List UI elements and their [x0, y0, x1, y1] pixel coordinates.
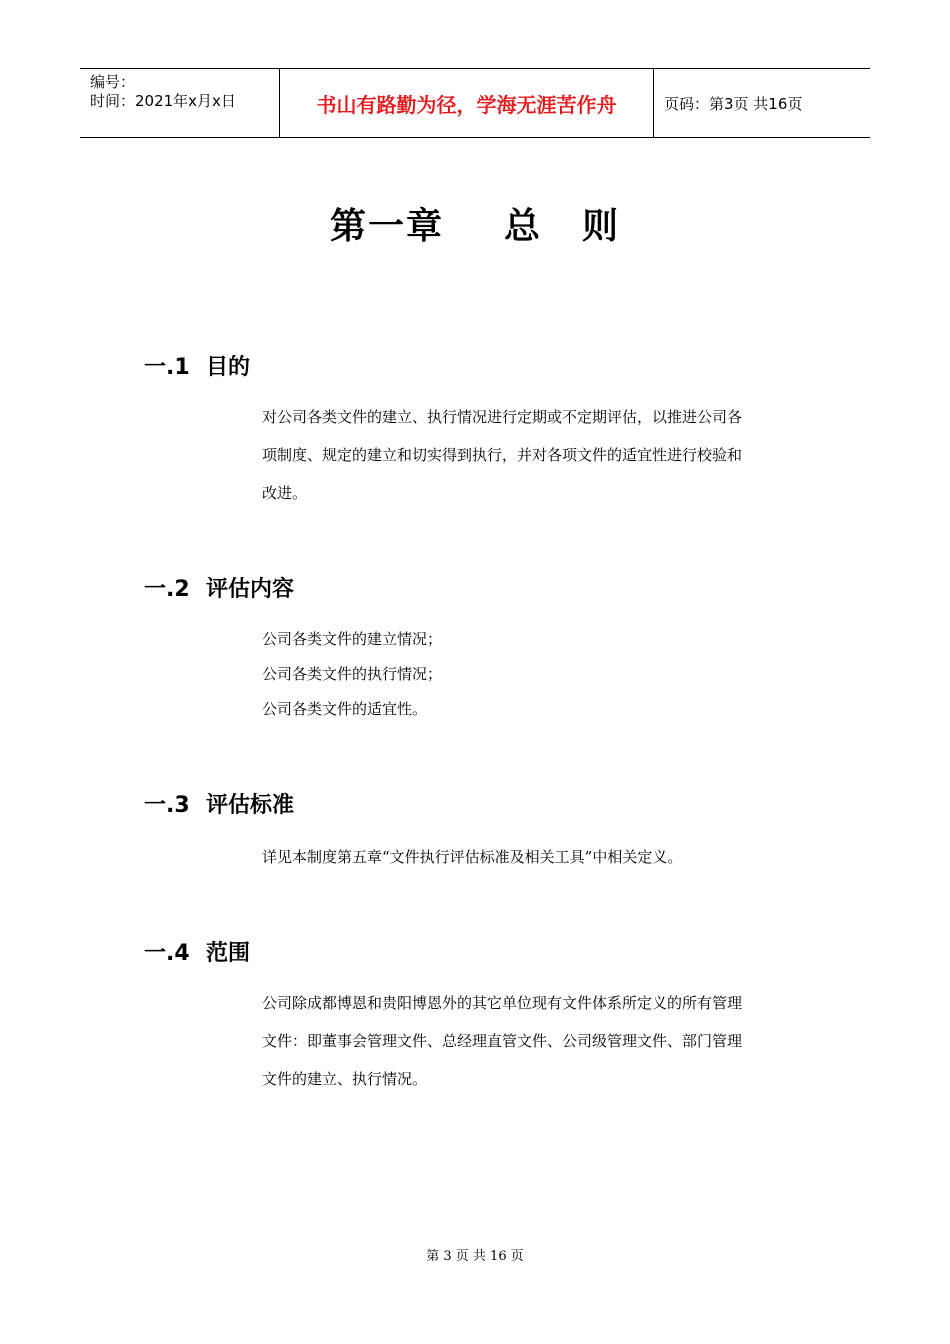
- section-heading-scope: [144, 936, 250, 967]
- header-motto: 书山有路勤为径，学海无涯苦作舟: [280, 69, 654, 137]
- page-footer: 第 3 页 共 16 页: [426, 1249, 524, 1264]
- section-number: 一.4: [144, 941, 190, 966]
- section-title: 评估标准: [206, 793, 295, 818]
- section-title: 目的: [206, 355, 251, 380]
- list-item: 公司各类文件的执行情况；: [262, 665, 443, 683]
- section-heading-purpose: [144, 350, 250, 381]
- paragraph-line: 改进。: [262, 484, 308, 502]
- paragraph-line: 文件的建立、执行情况。: [262, 1070, 428, 1088]
- paragraph-line: 文件：即董事会管理文件、总经理直管文件、公司级管理文件、部门管理: [262, 1032, 743, 1050]
- section-number: 一.1: [144, 355, 190, 380]
- paragraph-line: 公司除成都博恩和贵阳博恩外的其它单位现有文件体系所定义的所有管理: [262, 994, 743, 1012]
- section-body-scope: [262, 984, 802, 1098]
- section-title: 范围: [206, 941, 251, 966]
- section-number: 一.3: [144, 793, 190, 818]
- section-title: 评估内容: [206, 577, 295, 602]
- section-body-purpose: [262, 398, 802, 512]
- chapter-title-part3: 则: [582, 206, 621, 247]
- section-number: 一.2: [144, 577, 190, 602]
- chapter-title: [0, 198, 950, 249]
- paragraph-line: 对公司各类文件的建立、执行情况进行定期或不定期评估，以推进公司各: [262, 408, 743, 426]
- section-body-standard: [262, 838, 802, 876]
- chapter-title-part1: 第一章: [329, 206, 444, 247]
- section-heading-standard: [144, 788, 294, 819]
- number-label: 编号：: [90, 73, 136, 91]
- list-item: 公司各类文件的适宜性。: [262, 700, 428, 718]
- time-label: 时间：2021年x月x日: [90, 92, 236, 110]
- header-page-info: 页码：第3页 共16页: [664, 94, 803, 113]
- section-body-content: [262, 622, 802, 727]
- chapter-title-part2: 总: [503, 206, 542, 247]
- list-item: 公司各类文件的建立情况；: [262, 630, 443, 648]
- page-header: [80, 68, 870, 138]
- header-meta-cell: [80, 69, 280, 137]
- paragraph-line: 项制度、规定的建立和切实得到执行，并对各项文件的适宜性进行校验和: [262, 446, 743, 464]
- paragraph-line: 详见本制度第五章“文件执行评估标准及相关工具”中相关定义。: [262, 848, 683, 866]
- section-heading-content: [144, 572, 294, 603]
